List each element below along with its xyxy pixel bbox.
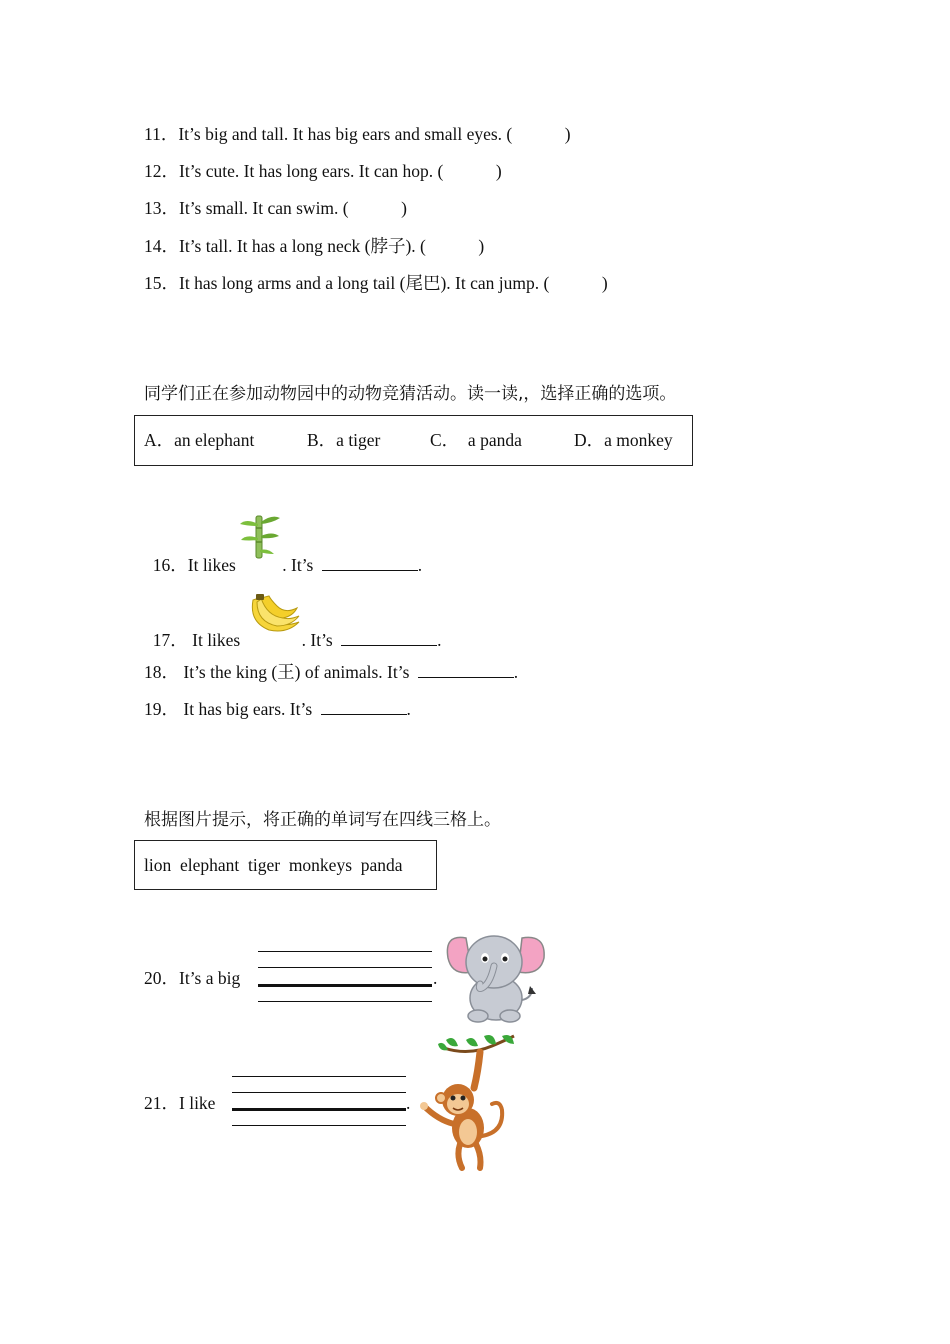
question-text: It’s the king (王) of animals. It’s xyxy=(179,662,414,682)
question-21 xyxy=(144,1091,215,1115)
answer-blank[interactable] xyxy=(418,659,514,678)
question-text: It’s cute. It has long ears. It can hop. ( ) xyxy=(179,161,502,181)
question-16 xyxy=(144,528,422,577)
period: . xyxy=(433,968,438,988)
question-number: 20． xyxy=(144,968,179,988)
question-number: 17． xyxy=(152,630,188,650)
question-text: It’s small. It can swim. ( ) xyxy=(179,198,407,218)
question-number: 19． xyxy=(144,699,179,719)
question-text: It likes xyxy=(187,555,241,575)
period: . xyxy=(437,630,442,650)
question-text: It likes xyxy=(187,630,245,650)
period: . xyxy=(513,662,519,682)
question-number: 18． xyxy=(144,662,179,682)
four-line-grid[interactable] xyxy=(258,951,432,1003)
question-number: 15． xyxy=(144,273,179,293)
period: . xyxy=(406,699,411,719)
bamboo-icon xyxy=(238,514,282,560)
answer-blank[interactable] xyxy=(321,696,407,715)
question-number: 14． xyxy=(144,236,179,256)
question-number: 16． xyxy=(152,555,188,575)
question-text: . It’s xyxy=(282,555,318,575)
question-number: 13． xyxy=(144,198,179,218)
question-19 xyxy=(144,696,411,721)
question-20 xyxy=(144,966,240,990)
question-15 xyxy=(144,271,608,295)
question-13 xyxy=(144,196,407,220)
question-text: It’s a big xyxy=(179,968,241,988)
question-number: 21． xyxy=(144,1093,179,1113)
question-text: I like xyxy=(179,1093,216,1113)
question-11 xyxy=(144,122,571,146)
option-c: C． a panda xyxy=(430,430,522,450)
word-bank: lion elephant tiger monkeys panda xyxy=(144,855,403,875)
question-text: It’s tall. It has a long neck (脖子). ( ) xyxy=(179,236,485,256)
section3-instruction: 根据图片提示，将正确的单词写在四线三格上。 xyxy=(144,810,501,830)
period: . xyxy=(417,555,423,575)
question-14 xyxy=(144,234,484,258)
four-line-grid[interactable] xyxy=(232,1076,406,1128)
elephant-icon xyxy=(444,928,548,1024)
option-a: A．an elephant xyxy=(144,430,255,450)
question-text: It’s big and tall. It has big ears and small eyes. ( ) xyxy=(178,124,571,144)
question-18 xyxy=(144,659,518,684)
option-d: D．a monkey xyxy=(574,430,673,450)
period: . xyxy=(406,1093,411,1113)
banana-icon xyxy=(247,592,303,636)
question-number: 12． xyxy=(144,161,179,181)
question-12 xyxy=(144,159,502,183)
monkey-icon xyxy=(418,1032,518,1174)
question-text: It has long arms and a long tail (尾巴). It can jump. ( ) xyxy=(179,273,608,293)
question-number: 11． xyxy=(144,124,179,144)
option-b: B．a tiger xyxy=(307,430,381,450)
section2-instruction: 同学们正在参加动物园中的动物竞猜活动。读一读,，选择正确的选项。 xyxy=(144,384,677,404)
question-text: It has big ears. It’s xyxy=(179,699,317,719)
answer-blank[interactable] xyxy=(322,552,418,571)
answer-blank[interactable] xyxy=(341,627,437,646)
question-text: . It’s xyxy=(301,630,338,650)
